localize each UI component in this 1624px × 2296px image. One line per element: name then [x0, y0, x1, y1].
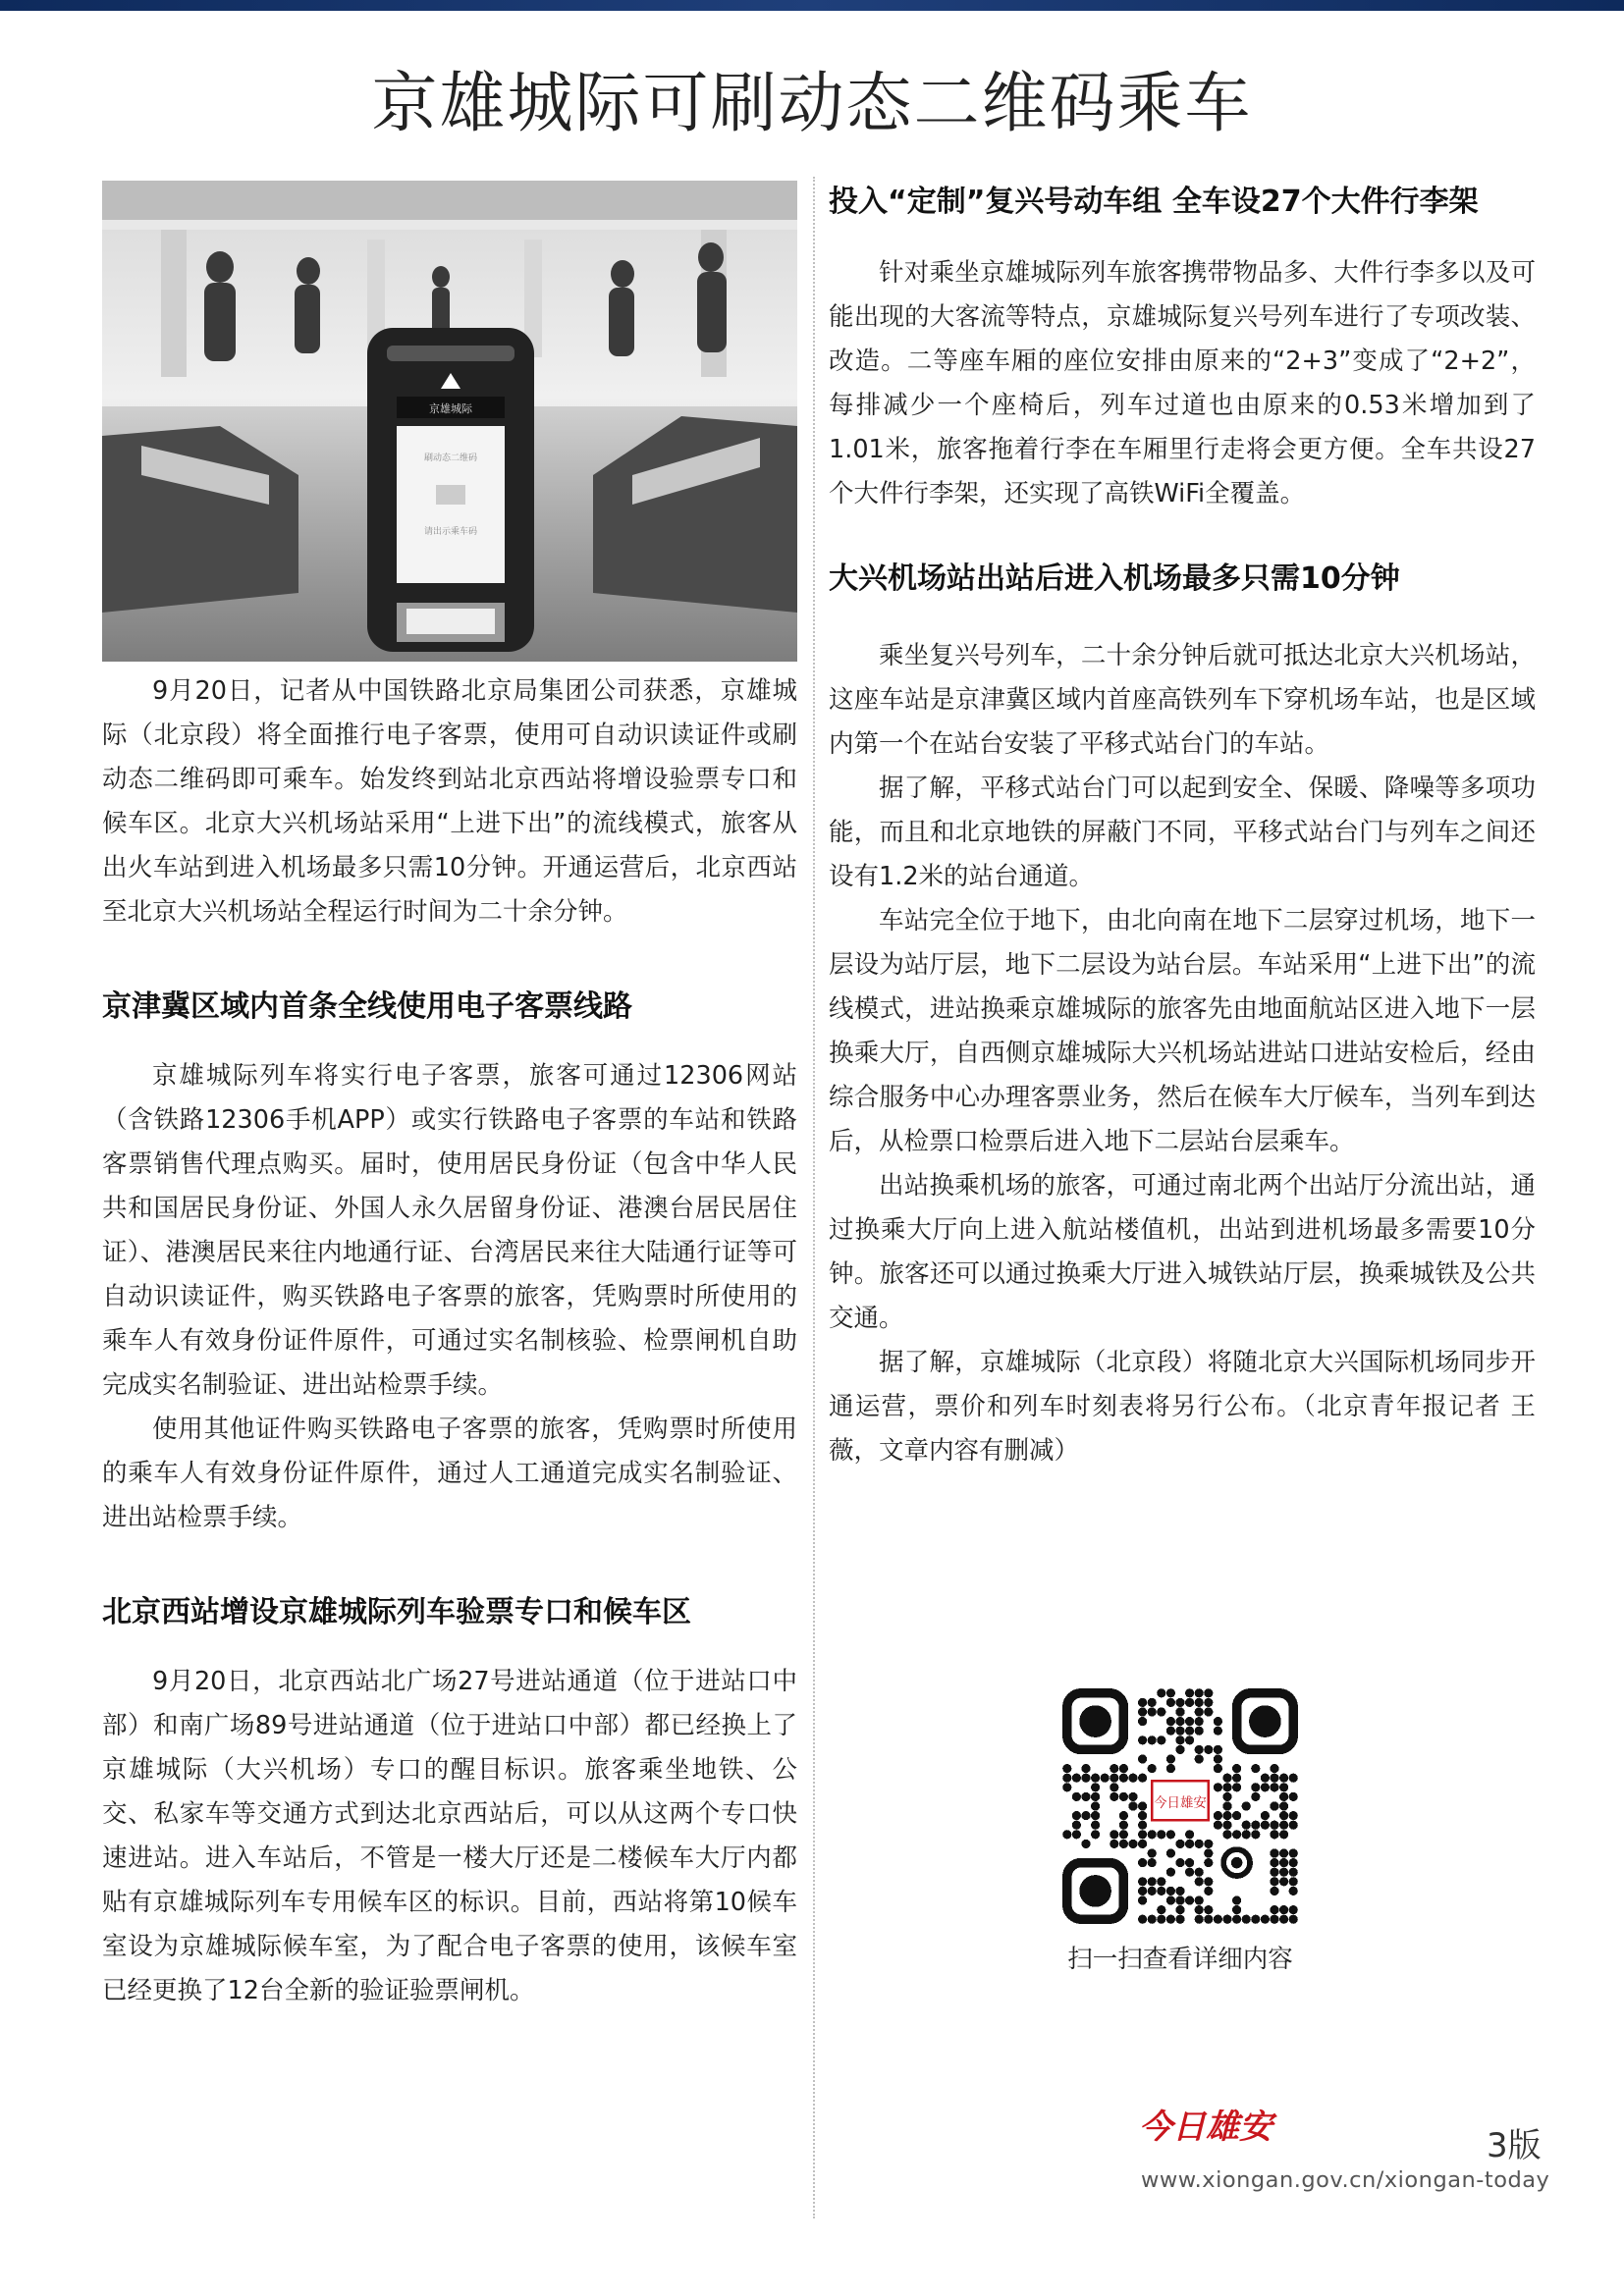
section-heading-custom-train: 投入“定制”复兴号动车组 全车设27个大件行李架: [829, 185, 1479, 219]
section4-paragraph-1: 乘坐复兴号列车，二十余分钟后就可抵达北京大兴机场站，这座车站是京津冀区域内首座高铁列车下穿机场车站，也是区域内第一个在站台安装了平移式站台门的车站。: [829, 641, 1536, 759]
svg-text:今日雄安: 今日雄安: [1139, 2108, 1272, 2147]
qr-block: [1062, 1688, 1298, 1975]
intro-paragraph: 9月20日，记者从中国铁路北京局集团公司获悉，京雄城际（北京段）将全面推行电子客票，使用可自动识读证件或刷动态二维码即可乘车。始发终到站北京西站将增设验票专口和候车区。北京大兴机场站采用“上进下出”的流线模式，旅客从出火车站到进入机场最多只需10分钟。开通运营后，北京西站至北京大兴机场站全程运行时间为二十余分钟。: [102, 676, 797, 927]
section-heading-e-ticket: 京津冀区域内首条全线使用电子客票线路: [102, 989, 632, 1024]
column-divider: [813, 177, 815, 2218]
section4-paragraph-2: 据了解，平移式站台门可以起到安全、保暖、降噪等多项功能，而且和北京地铁的屏蔽门不同，平移式站台门与列车之间还设有1.2米的站台通道。: [829, 774, 1536, 891]
section1-paragraph-2: 使用其他证件购买铁路电子客票的旅客，凭购票时所使用的乘车人有效身份证件原件，通过人工通道完成实名制验证、进出站检票手续。: [102, 1415, 797, 1532]
qr-caption: 扫一扫查看详细内容: [1067, 1945, 1293, 1974]
page-number: 3版: [1487, 2126, 1542, 2165]
section4-paragraph-5: 据了解，京雄城际（北京段）将随北京大兴国际机场同步开通运营，票价和列车时刻表将另行公布。（北京青年报记者 王薇，文章内容有删减）: [829, 1348, 1536, 1466]
ticket-gate-photo: [102, 181, 797, 662]
section2-paragraph-1: 9月20日，北京西站北广场27号进站通道（位于进站口中部）和南广场89号进站通道（位于进站口中部）都已经换上了京雄城际（大兴机场）专口的醒目标识。旅客乘坐地铁、公交、私家车等交通方式到达北京西站后，可以从这两个专口快速进站。进入车站后，不管是一楼大厅还是二楼候车大厅内都贴有京雄城际列车专用候车区的标识。目前，西站将第10候车室设为京雄城际候车室，为了配合电子客票的使用，该候车室已经更换了12台全新的验证验票闸机。: [102, 1667, 797, 2005]
top-color-bar: [0, 0, 1624, 11]
section1-paragraph-1: 京雄城际列车将实行电子客票，旅客可通过12306网站（含铁路12306手机APP）或实行铁路电子客票的车站和铁路客票销售代理点购买。届时，使用居民身份证（包含中华人民共和国居民身份证、外国人永久居留身份证、港澳台居民居住证）、港澳居民来往内地通行证、台湾居民来往大陆通行证等可自动识读证件，购买铁路电子客票的旅客，凭购票时所使用的乘车人有效身份证件原件，可通过实名制核验、检票闸机自助完成实名制验证、进出站检票手续。: [102, 1061, 797, 1400]
right-column: [829, 181, 1536, 1473]
svg-text:刷动态二维码: 刷动态二维码: [423, 454, 478, 463]
section4-paragraph-3: 车站完全位于地下，由北向南在地下二层穿过机场，地下一层设为站厅层，地下二层设为站台层。车站采用“上进下出”的流线模式，进站换乘京雄城际的旅客先由地面航站区进入地下一层换乘大厅，自西侧京雄城际大兴机场站进站口进站安检后，经由综合服务中心办理客票业务，然后在候车大厅候车，当列车到达后，从检票口检票后进入地下二层站台层乘车。: [829, 906, 1536, 1156]
section4-paragraph-4: 出站换乘机场的旅客，可通过南北两个出站厅分流出站，通过换乘大厅向上进入航站楼值机，出站到进机场最多需要10分钟。旅客还可以通过换乘大厅进入城铁站厅层，换乘城铁及公共交通。: [829, 1171, 1536, 1333]
left-column: [102, 181, 797, 2013]
article-title: 京雄城际可刷动态二维码乘车: [371, 65, 1253, 141]
svg-text:请出示乘车码: 请出示乘车码: [423, 527, 478, 537]
jinri-xiongan-logo: [1139, 2101, 1286, 2150]
section-heading-beijing-west: 北京西站增设京雄城际列车验票专口和候车区: [102, 1595, 691, 1629]
website-url[interactable]: www.xiongan.gov.cn/xiongan-today: [1141, 2167, 1550, 2193]
section3-paragraph-1: 针对乘坐京雄城际列车旅客携带物品多、大件行李多以及可能出现的大客流等特点，京雄城际复兴号列车进行了专项改装、改造。二等座车厢的座位安排由原来的“2+3”变成了“2+2”，每排减少一个座椅后，列车过道也由原来的0.53米增加到了1.01米，旅客拖着行李在车厢里行走将会更方便。全车共设27个大件行李架，还实现了高铁WiFi全覆盖。: [829, 258, 1536, 508]
qr-code-icon[interactable]: [1062, 1688, 1298, 1924]
svg-text:京雄城际: 京雄城际: [429, 402, 472, 415]
section-heading-daxing-airport: 大兴机场站出站后进入机场最多只需10分钟: [829, 561, 1400, 596]
qr-center-label: 今日雄安: [1154, 1795, 1207, 1811]
